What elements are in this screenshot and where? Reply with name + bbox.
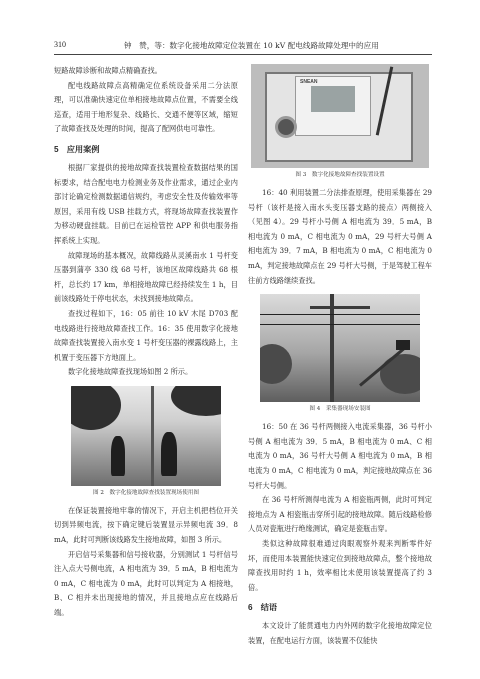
power-line [260, 314, 420, 315]
power-line [260, 324, 420, 325]
truck-bucket [396, 340, 410, 350]
paragraph: 短路故障诊断和故障点精确查找。 [54, 66, 162, 75]
worker-figure [111, 436, 125, 476]
paragraph: 开启信号采集器和信号接收器，分别测试 1 号杆信号注入点大号侧电流，A 相电流为 39．5 mA，B 相电流为 0 mA，C 相电流为 0 mA，此时可以判定为 A 相接地，B、C 相并未出现接地的情况，并且接地点应在线路后端。 [54, 549, 238, 618]
paragraph: 16：40 利用装置二分法排查原理，使用采集器在 29 号杆（该杆是接入南水头变压器支路的接点）两侧接入（见图 4）。29 号杆小号侧 A 相电流为 39．5 mA，B 相电流为 0 mA，C 相电流为 0 mA，29 号杆大号侧 A 相电流为 39．7 mA，B 相电流为 0 mA，C 相电流为 0 mA，判定接地故障点在 29 号杆大号侧，于是驾驶工程车往前方线路继续查找。 [248, 188, 432, 285]
figure-2-caption: 图 2 数字化接地故障查找装置现场使用图 [92, 489, 200, 496]
figure-4-caption: 图 4 采集器现场安装图 [309, 406, 371, 413]
paragraph: 在保证装置接地牢靠的情况下，开启主机把档位开关切到异频电流，按下确定键后装置显示异频电流 39．8 mA，此时可判断该线路发生接地故障，如图 3 所示。 [54, 505, 238, 545]
tree-shape [71, 386, 121, 430]
utility-pole [330, 294, 334, 402]
device-dial [275, 116, 297, 138]
worker-figure [161, 432, 177, 476]
running-title: 钟 赞，等：数字化接地故障定位装置在 10 kV 配电线路故障处理中的应用 [124, 41, 379, 50]
running-header [54, 40, 432, 54]
paragraph: 故障现场的基本概况，故障线路从灵溪南水 1 号杆变压器到蒲亭 330 线 68 号杆，该地区故障线路共 68 根杆，总长约 17 km，单相接地故障已经持续发生 1 h，目前该线路处于停电状态，未找到接地故障点。 [54, 250, 238, 304]
paragraph: 16：50 在 36 号杆两侧接入电流采集器，36 号杆小号侧 A 相电流为 39．5 mA，B 相电流为 0 mA、C 相电流为 0 mA，36 号杆大号侧 A 相电流为 0 mA，B 相电流为 0 mA，C 相电流为 0 mA，判定接地故障点在 36 号杆大号侧。 [248, 422, 432, 490]
section-heading-5: 5 应用案例 [54, 144, 100, 154]
figure-2-photo [71, 386, 221, 486]
paragraph: 数字化接地故障查找现场如图 2 所示。 [68, 367, 193, 377]
tree-shape [171, 386, 221, 416]
figure-3-caption: 图 3 数字化接地故障查找装置设置 [295, 172, 385, 178]
figure-3-device-photo [251, 64, 429, 168]
figure-4-photo [260, 294, 420, 402]
paragraph: 在 36 号杆所测得电流为 A 相瓷瓶两侧，此时可判定接地点为 A 相瓷瓶击穿所引起的接地故障。随后线路检修人员对瓷瓶进行绝缘测试，确定是瓷瓶击穿。 [248, 495, 432, 534]
device-screen [311, 86, 355, 112]
cross-arm [310, 306, 370, 309]
paragraph: 类似这种故障很难通过肉眼观察外观来判断零件好坏，而使用本装置能快速定位到接地故障点，整个接地故障查找用时约 1 h，效率相比未使用该装置提高了约 3 倍。 [248, 538, 432, 592]
paragraph: 查找过程如下，16：05 前往 10 kV 木尾 D703 配电线路进行接地故障查找工作。16：35 使用数字化接地故障查找装置接入南水变 1 号杆变压器的裸露线路上，主机置于变压器下方地面上。 [54, 308, 238, 362]
left-column [54, 64, 238, 621]
tree-shape [260, 344, 292, 384]
paragraph: 配电线路故障点高精确定位系统设备采用二分法原理，可以准确快速定位单相接地故障点位置，不需要全线巡查，适用于地形复杂、线路长、交通不便等区域，缩短了故障查找及处理的时间，提高了配网供电可靠性。 [54, 80, 238, 134]
header-rule [54, 54, 432, 55]
page-number: 310 [54, 40, 66, 49]
device-brand: SNEAN [300, 79, 318, 85]
paragraph: 根据厂家提供的接地故障查找装置检查数据结果的国标要求，结合配电电力检测业务及作业需求，通过企业内部讨论确定检测数据通信规约，考虑安全性及传输效率等原因，采用有线 USB 挂载方式，将现场故障查找装置作为移动硬盘挂载。目前已在运检管控 APP 和供电服务指挥系统上实现。 [54, 162, 238, 245]
section-heading-6: 6 结语 [248, 603, 278, 613]
paragraph: 本文设计了能贯通电力内外网的数字化接地故障定位装置，在配电运行方面，该装置不仅能快 [248, 621, 432, 645]
right-column [248, 64, 432, 648]
utility-pole [151, 386, 154, 486]
